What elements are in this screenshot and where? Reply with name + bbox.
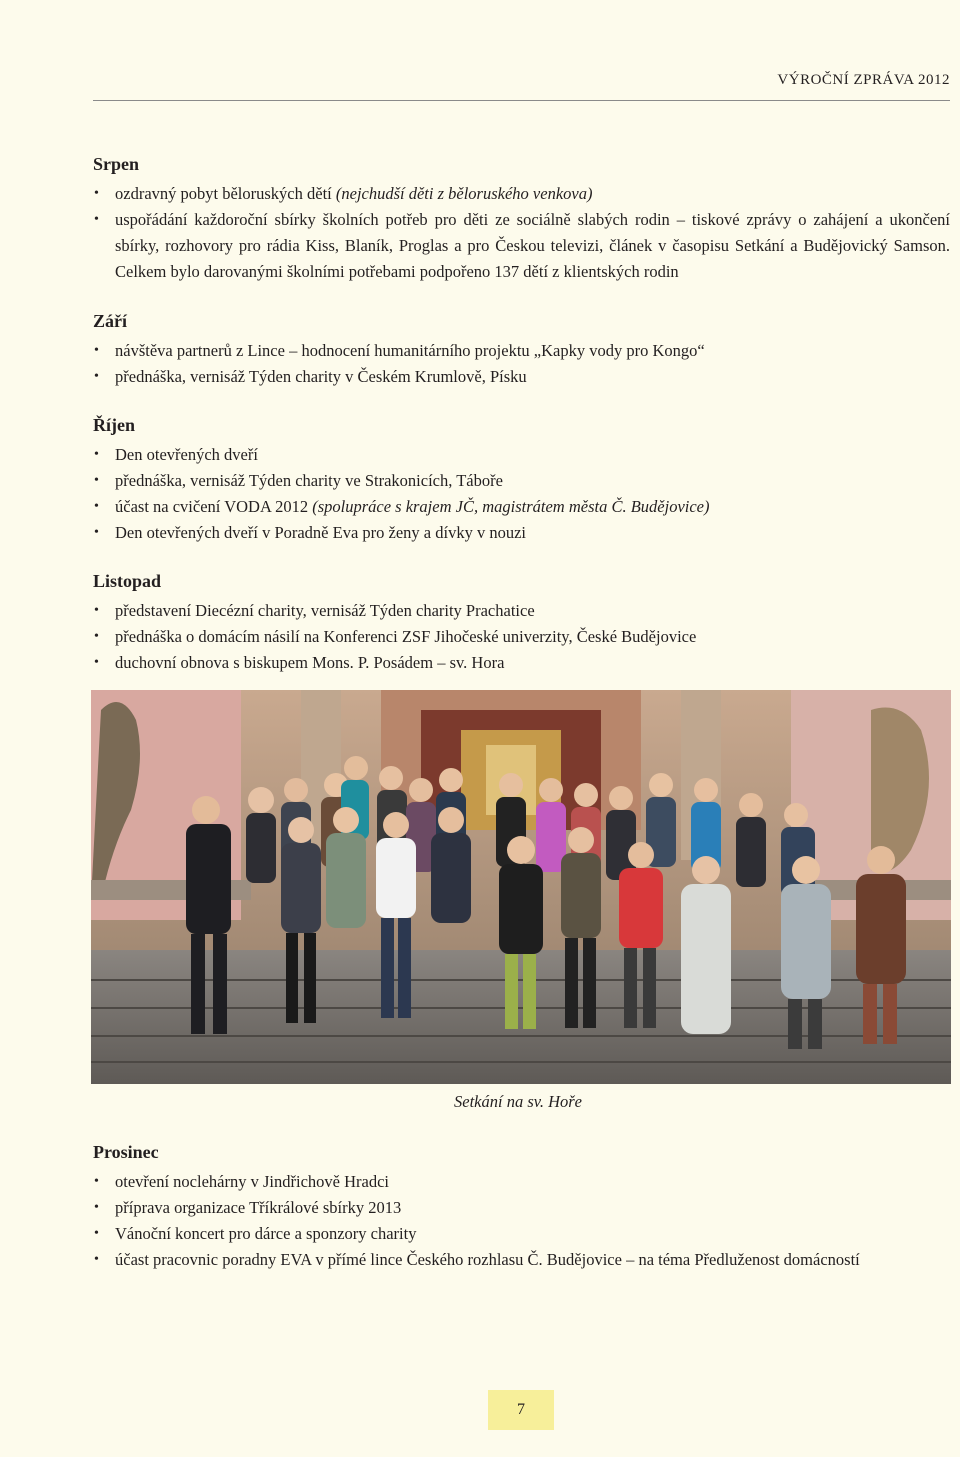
list-zari bbox=[93, 338, 950, 390]
list-rijen bbox=[93, 442, 950, 546]
section-heading-rijen: Říjen bbox=[93, 415, 135, 435]
list-item: • přednáška, vernisáž Týden charity v Českém Krumlově, Písku bbox=[93, 364, 950, 390]
header-divider bbox=[93, 100, 950, 101]
item-text: ozdravný pobyt běloruských dětí bbox=[115, 184, 336, 203]
section-heading-zari: Září bbox=[93, 311, 127, 331]
list-item: • návštěva partnerů z Lince – hodnocení humanitárního projektu „Kapky vody pro Kongo“ bbox=[93, 338, 950, 364]
section-heading-srpen: Srpen bbox=[93, 154, 140, 174]
section-heading-prosinec: Prosinec bbox=[93, 1142, 159, 1162]
list-listopad bbox=[93, 598, 950, 676]
page-number bbox=[488, 1390, 554, 1430]
item-note: (spolupráce s krajem JČ, magistrátem města Č. Budějovice) bbox=[312, 497, 710, 516]
list-srpen bbox=[93, 181, 950, 285]
list-item: • účast pracovnic poradny EVA v přímé lince Českého rozhlasu Č. Budějovice – na téma Předluženost domácností bbox=[93, 1247, 950, 1273]
running-header: VÝROČNÍ ZPRÁVA 2012 bbox=[777, 72, 950, 88]
item-note: (nejchudší děti z běloruského venkova) bbox=[335, 184, 593, 203]
section-rijen bbox=[93, 412, 950, 546]
list-item bbox=[93, 494, 950, 520]
page-number-label: 7 bbox=[517, 1401, 525, 1418]
list-item: • otevření noclehárny v Jindřichově Hradci bbox=[93, 1169, 950, 1195]
section-listopad bbox=[93, 568, 950, 676]
group-photo bbox=[91, 690, 951, 1084]
list-prosinec bbox=[93, 1169, 950, 1273]
photo-caption: Setkání na sv. Hoře bbox=[454, 1092, 582, 1111]
list-item: • uspořádání každoroční sbírky školních potřeb pro děti ze sociálně slabých rodin – tiskové zprávy o zahájení a ukončení sbírky, rozhovory pro rádia Kiss, Blaník, Proglas a pro Českou televizi, článek v časopisu Setkání a Budějovický Samson. Celkem bylo darovanými školními potřebami podpořeno 137 dětí z klientských rodin bbox=[93, 207, 950, 285]
item-text: účast na cvičení VODA 2012 bbox=[115, 497, 313, 516]
list-item: • příprava organizace Tříkrálové sbírky 2013 bbox=[93, 1195, 950, 1221]
list-item: • přednáška o domácím násilí na Konferenci ZSF Jihočeské univerzity, České Budějovice bbox=[93, 624, 950, 650]
list-item: • představení Diecézní charity, vernisáž Týden charity Prachatice bbox=[93, 598, 950, 624]
section-prosinec bbox=[93, 1139, 950, 1273]
group-photo-illustration bbox=[91, 690, 951, 1084]
section-heading-listopad: Listopad bbox=[93, 571, 162, 591]
list-item: • duchovní obnova s biskupem Mons. P. Posádem – sv. Hora bbox=[93, 650, 950, 676]
list-item: • Den otevřených dveří bbox=[93, 442, 950, 468]
section-zari bbox=[93, 308, 950, 390]
list-item bbox=[93, 181, 950, 207]
list-item: • přednáška, vernisáž Týden charity ve Strakonicích, Táboře bbox=[93, 468, 950, 494]
list-item: • Vánoční koncert pro dárce a sponzory charity bbox=[93, 1221, 950, 1247]
section-srpen bbox=[93, 151, 950, 285]
list-item: • Den otevřených dveří v Poradně Eva pro ženy a dívky v nouzi bbox=[93, 520, 950, 546]
